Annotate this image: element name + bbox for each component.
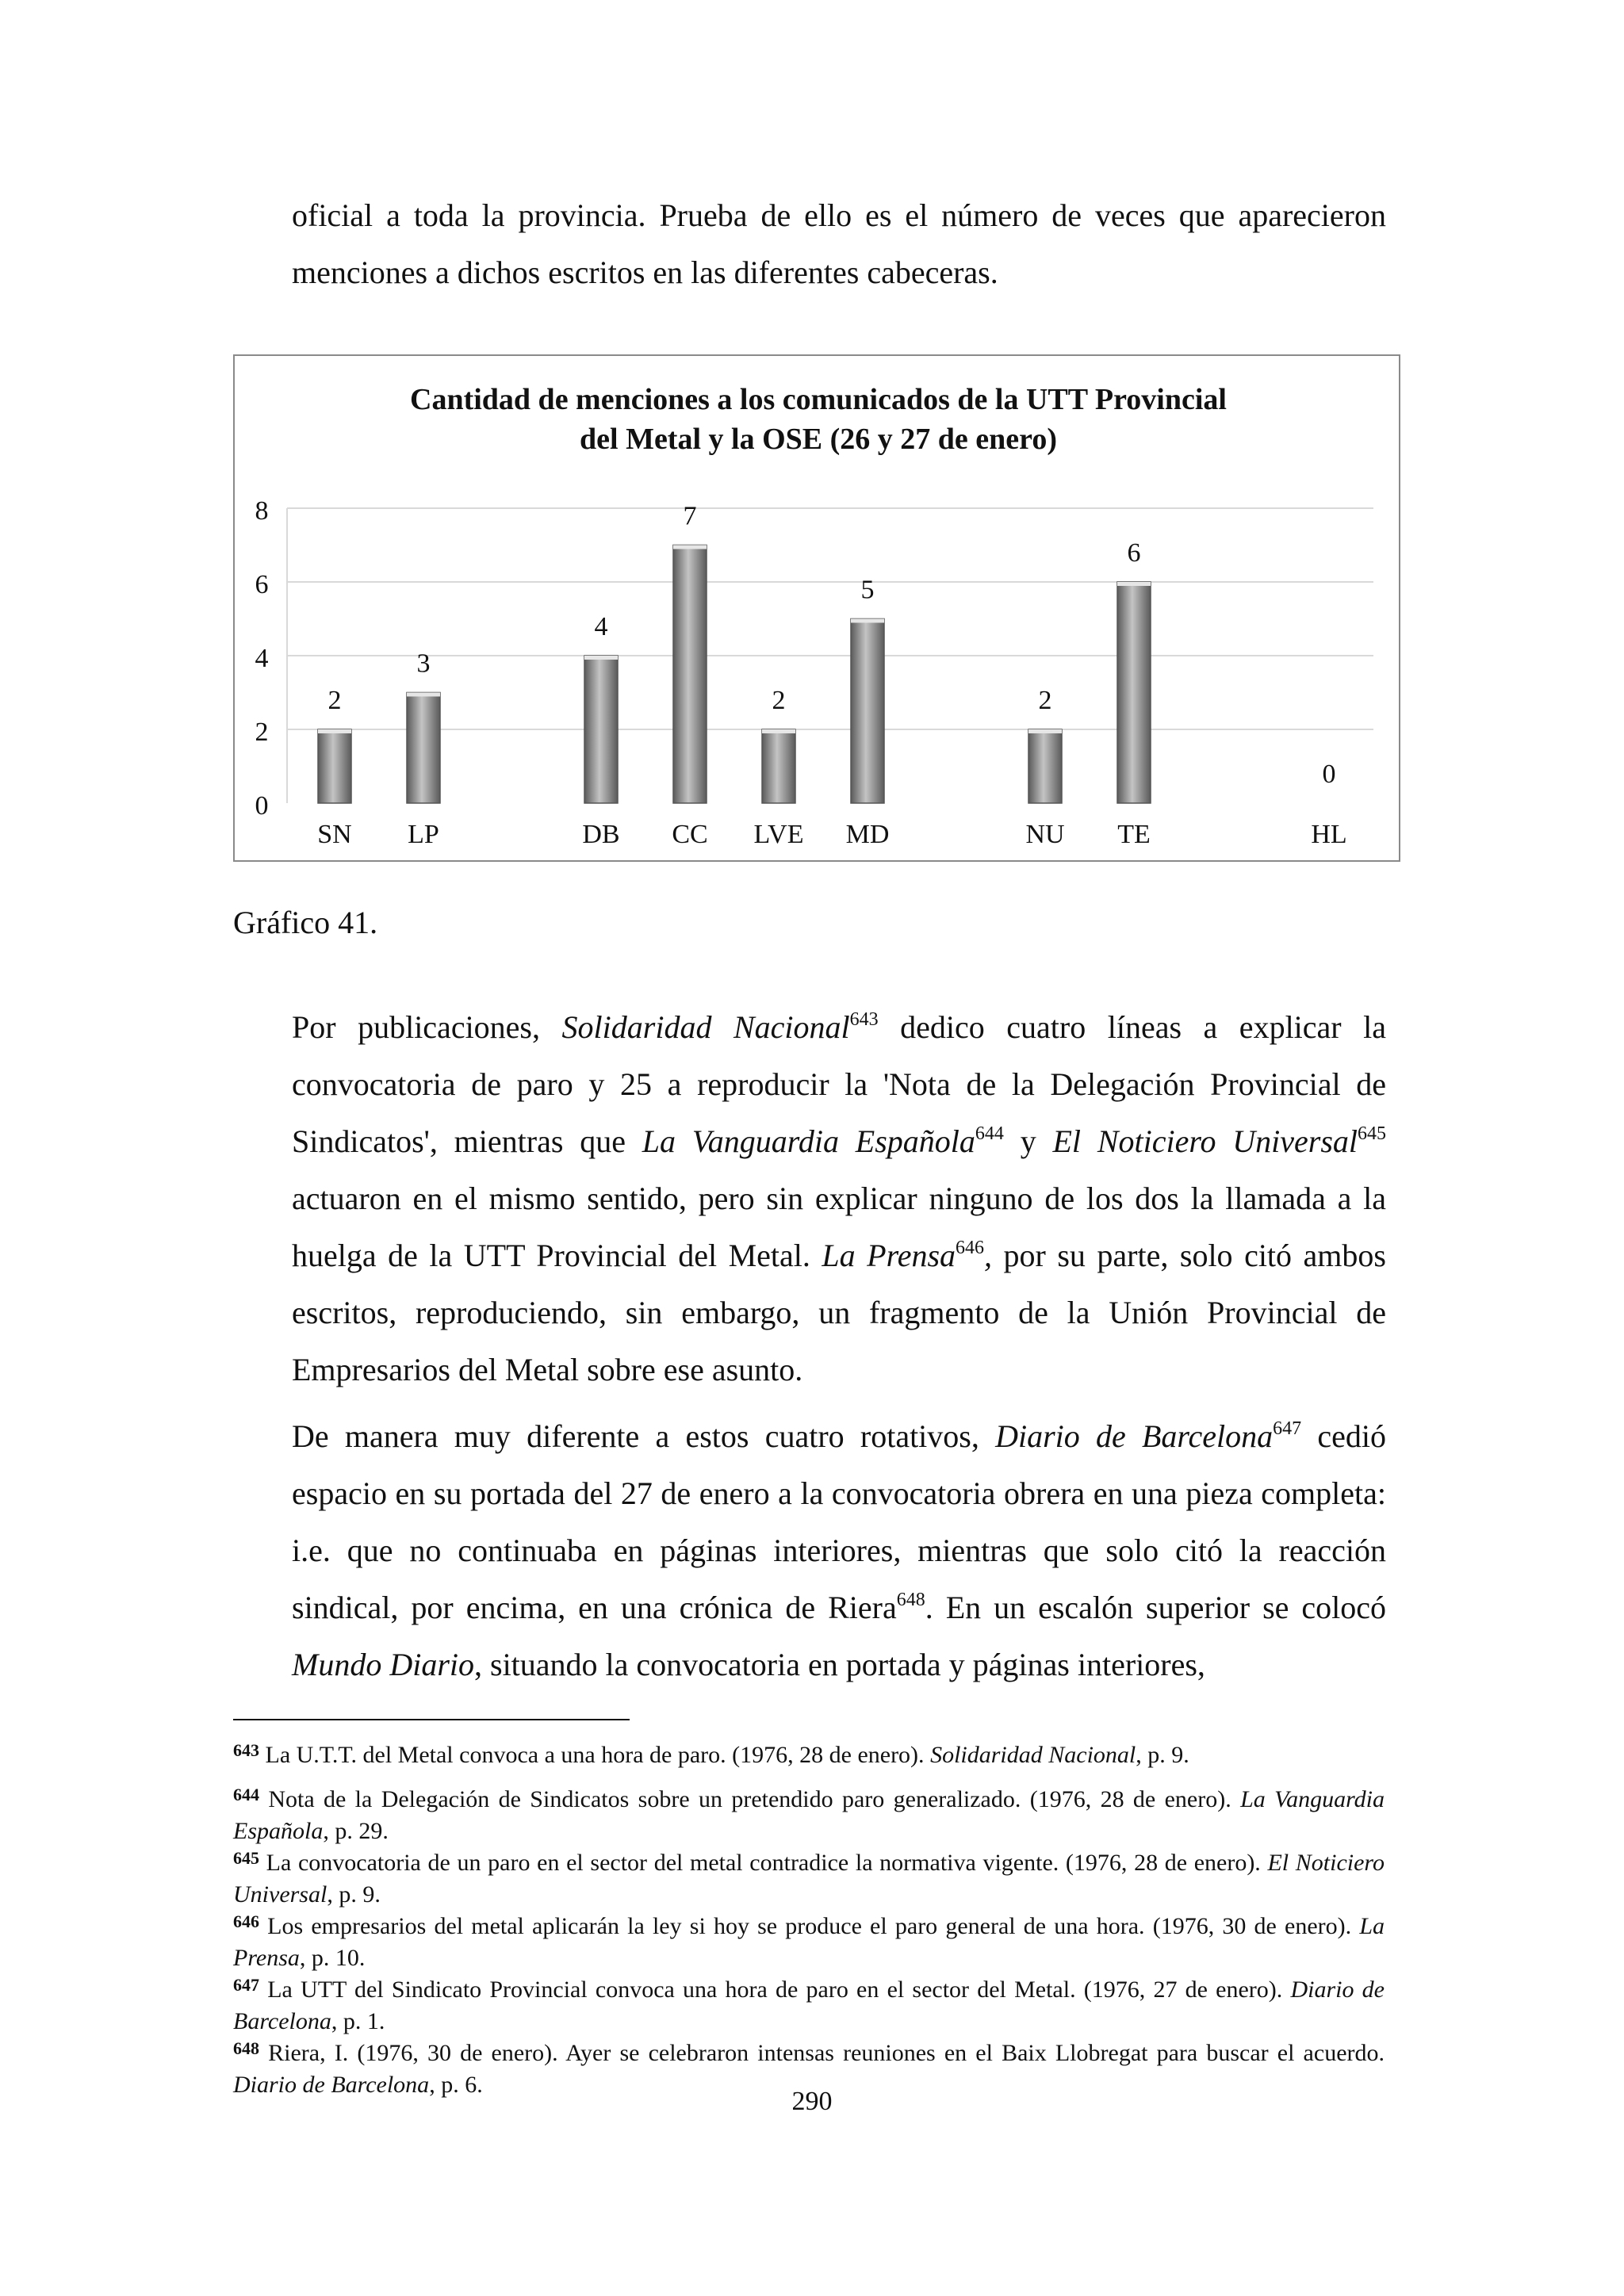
footnote [233, 1739, 1385, 1771]
text-run: De manera muy diferente a estos cuatro rotativos, [292, 1418, 996, 1454]
footnote-ref: 645 [1358, 1123, 1387, 1144]
footnote-ref: 644 [233, 1785, 259, 1804]
intro-line-1: oficial a toda la provincia. Prueba de ello es el número de veces que aparecieron [292, 197, 1386, 233]
bar [851, 619, 884, 804]
data-label: 7 [683, 501, 697, 531]
x-tick-label: CC [672, 820, 708, 849]
data-label: 3 [416, 649, 431, 679]
text-run: , p. 10. [299, 1945, 366, 1971]
italic-title: Diario de Barcelona [233, 2072, 430, 2098]
bar [407, 693, 440, 804]
bar-top-highlight [851, 619, 884, 623]
bar [762, 729, 795, 803]
data-label: 2 [772, 686, 786, 715]
bar [1028, 729, 1062, 803]
bar [584, 656, 618, 803]
y-tick-label: 4 [255, 644, 269, 673]
italic-title: , [984, 1238, 993, 1273]
footnote-ref: 644 [975, 1123, 1004, 1144]
footnote-ref: 647 [233, 1975, 259, 1995]
x-tick-label: SN [317, 820, 352, 849]
italic-title: Diario de Barcelona [233, 1976, 1385, 2034]
y-tick-label: 0 [255, 791, 269, 821]
text-run: cedió espacio en su portada del 27 de enero a la convocatoria obrera en una pieza completa: i.e. que no continuaba en páginas interiores, mientras que solo citó la reacción sindical, por encima, en una crónica de Riera [292, 1418, 1386, 1625]
bar [318, 729, 351, 803]
text-run: Los empresarios del metal aplicarán la ley si hoy se produce el paro general de una hora. (1976, 30 de enero). [259, 1913, 1360, 1939]
chart-title-line: Cantidad de menciones a los comunicados de la UTT Provincial [410, 383, 1227, 416]
x-tick-label: HL [1311, 820, 1347, 849]
text-run: La convocatoria de un paro en el sector del metal contradice la normativa vigente. (1976, 28 de enero). [259, 1850, 1268, 1876]
bar-top-highlight [318, 729, 351, 733]
paragraph-1 [292, 999, 1386, 1399]
italic-title: Solidaridad Nacional [930, 1742, 1136, 1768]
italic-title: La Vanguardia Española [642, 1123, 975, 1159]
italic-title: El Noticiero Universal [233, 1850, 1385, 1908]
italic-title: Diario de Barcelona [995, 1418, 1274, 1454]
bar-top-highlight [584, 656, 618, 660]
footnote-ref: 648 [233, 2038, 259, 2058]
x-tick-label: DB [582, 820, 620, 849]
text-run: , p. 1. [331, 2008, 385, 2034]
text-run: . En un escalón superior se colocó [925, 1590, 1386, 1625]
text-run: La U.T.T. del Metal convoca a una hora de paro. (1976, 28 de enero). [259, 1742, 931, 1768]
x-tick-label: LP [408, 820, 439, 849]
footnote [233, 1847, 1385, 1911]
bar [1117, 582, 1151, 803]
footnote-ref: 643 [849, 1009, 879, 1030]
italic-title: La Prensa [233, 1913, 1385, 1971]
y-tick-label: 6 [255, 570, 269, 599]
data-label: 6 [1127, 538, 1141, 568]
text-run: Por publicaciones, [292, 1009, 562, 1045]
text-run: por su parte, solo citó ambos escritos, reproduciendo, sin embargo, un fragmento de la Unión Provincial de Empresarios del Metal sobre ese asunto. [292, 1238, 1386, 1387]
footnote-ref: 647 [1273, 1418, 1302, 1439]
text-run: dedico cuatro líneas a explicar la convocatoria de paro y 25 a reproducir la 'Nota de la Delegación Provincial de Sindicatos', mientras que [292, 1009, 1387, 1159]
x-tick-label: MD [845, 820, 890, 849]
bar-top-highlight [1028, 729, 1062, 733]
bar-top-highlight [673, 545, 707, 549]
text-run: Nota de la Delegación de Sindicatos sobre un pretendido paro generalizado. (1976, 28 de enero). [259, 1786, 1241, 1812]
footnote-separator [233, 1719, 630, 1720]
data-label: 2 [1038, 686, 1052, 715]
text-run: , p. 9. [1136, 1742, 1189, 1768]
chart-canvas [235, 356, 1402, 863]
y-tick-label: 8 [255, 496, 269, 526]
text-run: La UTT del Sindicato Provincial convoca una hora de paro en el sector del Metal. (1976, 27 de enero). [259, 1976, 1291, 2003]
footnote-ref: 643 [233, 1740, 259, 1760]
italic-title: La Prensa [822, 1238, 956, 1273]
footnote [233, 1784, 1385, 1847]
text-run: actuaron en el mismo sentido, pero sin explicar ninguno de los dos la llamada a la huelga de la UTT Provincial del Metal. [292, 1181, 1386, 1273]
intro-line-2: menciones a dichos escritos en las diferentes cabeceras. [292, 254, 998, 290]
footnote [233, 1911, 1385, 1974]
footnote-ref: 646 [233, 1911, 259, 1931]
italic-title: Mundo Diario [292, 1647, 474, 1682]
text-run: Riera, I. (1976, 30 de enero). Ayer se celebraron intensas reuniones en el Baix Llobregat para buscar el acuerdo. [259, 2040, 1385, 2066]
x-tick-label: TE [1117, 820, 1151, 849]
footnote-ref: 646 [956, 1238, 985, 1258]
chart-title-line: del Metal y la OSE (26 y 27 de enero) [580, 423, 1057, 456]
data-label: 4 [594, 612, 608, 641]
figure-caption: Gráfico 41. [233, 905, 378, 940]
text-run: , situando la convocatoria en portada y páginas interiores, [474, 1647, 1205, 1682]
footnote-ref: 645 [233, 1848, 259, 1868]
bar-top-highlight [1117, 582, 1151, 586]
paragraph-2 [292, 1408, 1386, 1693]
footnote-ref: 648 [896, 1590, 925, 1610]
x-tick-label: NU [1025, 820, 1065, 849]
italic-title: El Noticiero Universal [1052, 1123, 1358, 1159]
footnote [233, 1974, 1385, 2038]
data-label: 0 [1322, 760, 1336, 789]
data-label: 2 [327, 686, 342, 715]
data-label: 5 [860, 575, 875, 605]
bar-top-highlight [407, 693, 440, 697]
text-run: , p. 6. [429, 2072, 483, 2098]
bar [673, 545, 707, 804]
text-run: , p. 29. [323, 1818, 389, 1844]
y-tick-label: 2 [255, 718, 269, 747]
x-tick-label: LVE [753, 820, 804, 849]
italic-title: Solidaridad Nacional [561, 1009, 850, 1045]
page-number: 290 [791, 2087, 833, 2116]
text-run: y [1003, 1123, 1053, 1159]
bar-top-highlight [762, 729, 795, 733]
text-run: , p. 9. [327, 1881, 381, 1908]
italic-title: La Vanguardia Española [233, 1786, 1385, 1844]
bar-chart [233, 354, 1400, 862]
